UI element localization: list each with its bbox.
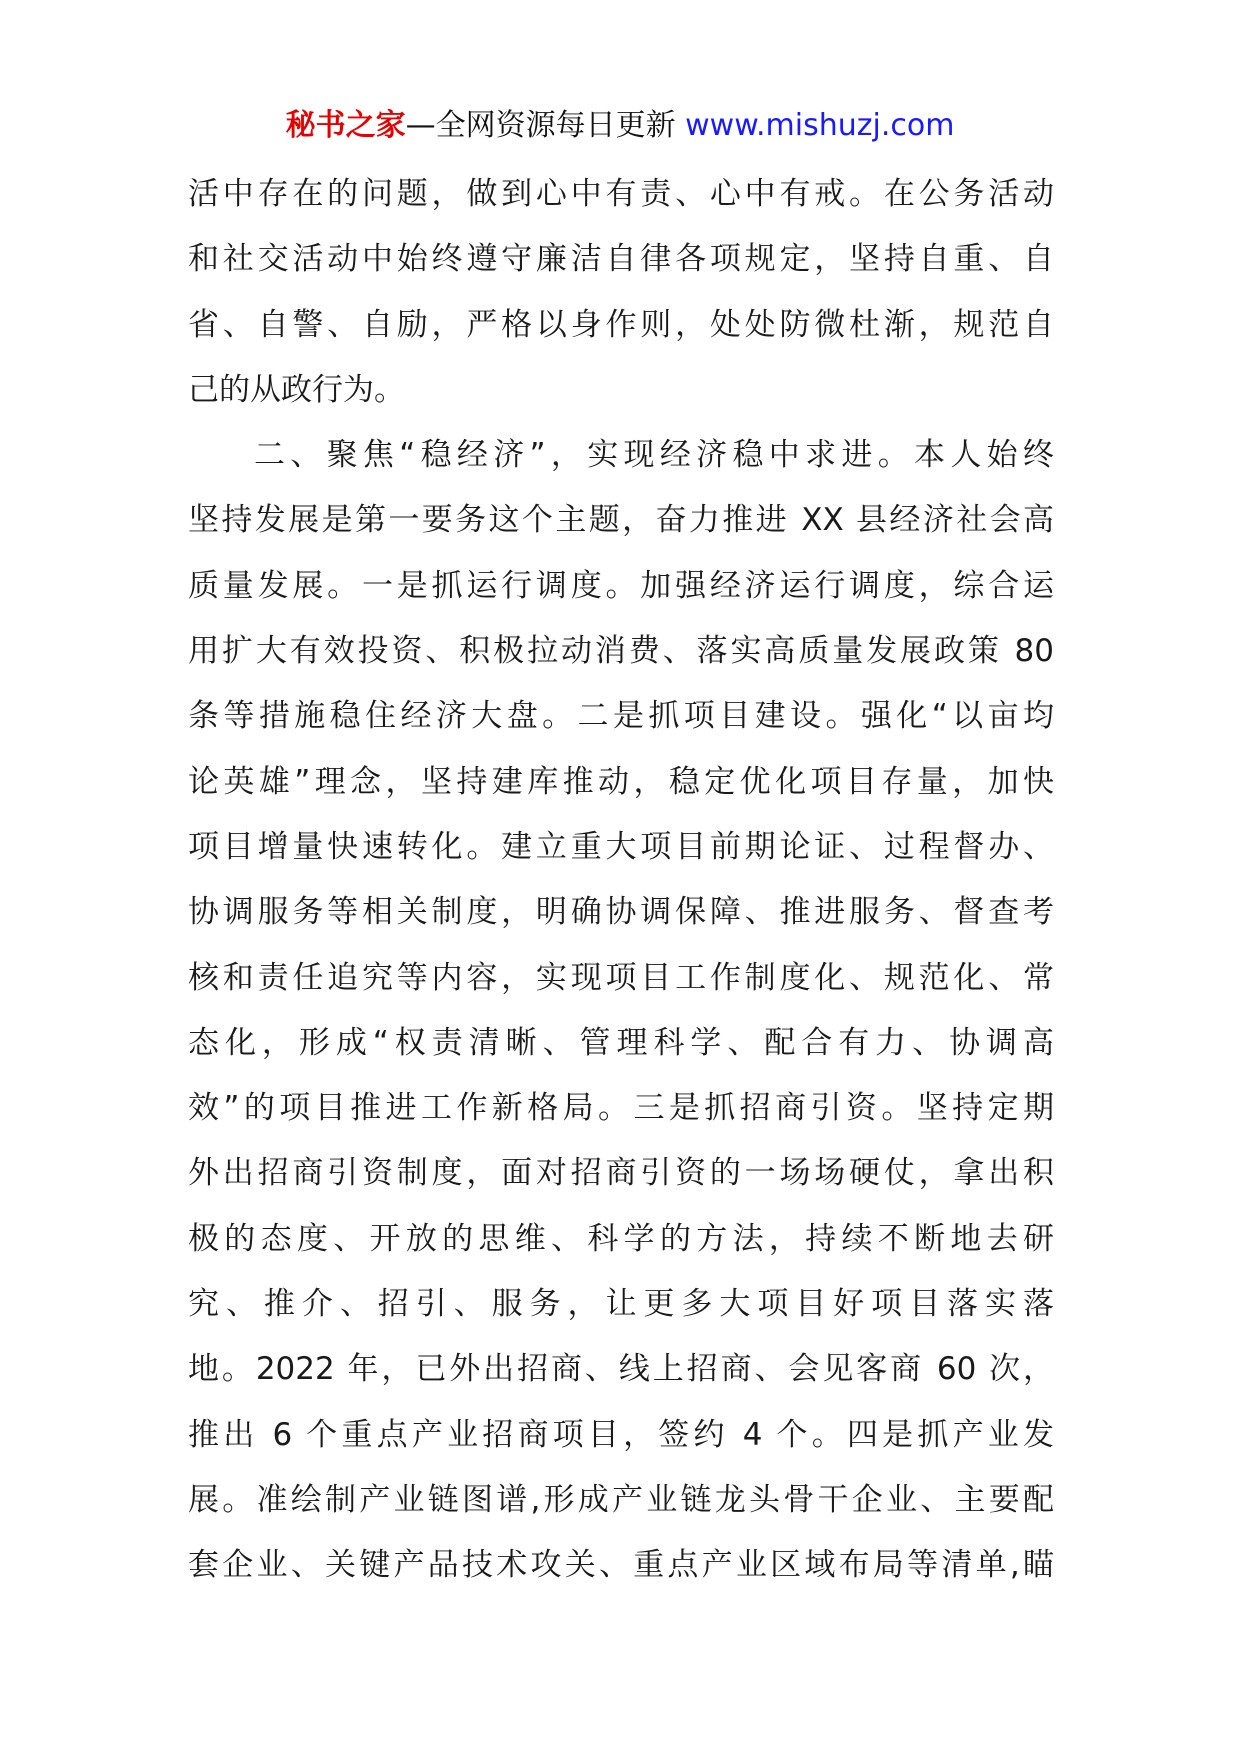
section-heading-line: 二、聚焦“稳经济”，实现经济稳中求进。本人始终	[254, 437, 1054, 474]
text-line: 态化，形成“权责清晰、管理科学、配合有力、协调高	[188, 1024, 1054, 1061]
text-line: 外出招商引资制度，面对招商引资的一场场硬仗，拿出积	[188, 1155, 1054, 1192]
text-line: 究、推介、招引、服务，让更多大项目好项目落实落	[188, 1286, 1054, 1323]
site-url[interactable]: www.mishuzj.com	[685, 108, 955, 143]
site-header	[0, 104, 1240, 148]
text-line: 条等措施稳住经济大盘。二是抓项目建设。强化“以亩均	[188, 698, 1054, 735]
document-body	[188, 162, 1054, 1599]
text-line: 项目增量快速转化。建立重大项目前期论证、过程督办、	[188, 828, 1054, 865]
text-line: 极的态度、开放的思维、科学的方法，持续不断地去研	[188, 1220, 1054, 1257]
text-line: 展。准绘制产业链图谱,形成产业链龙头骨干企业、主要配	[188, 1481, 1054, 1518]
text-line: 质量发展。一是抓运行调度。加强经济运行调度，综合运	[188, 567, 1054, 604]
brand-name: 秘书之家	[285, 108, 406, 143]
text-line: 和社交活动中始终遵守廉洁自律各项规定，坚持自重、自	[188, 241, 1054, 278]
text-line: 论英雄”理念，坚持建库推动，稳定优化项目存量，加快	[188, 763, 1054, 800]
text-line: 地。2022 年，已外出招商、线上招商、会见客商 60 次，	[188, 1351, 1054, 1388]
text-line: 效”的项目推进工作新格局。三是抓招商引资。坚持定期	[188, 1090, 1054, 1127]
text-line: 协调服务等相关制度，明确协调保障、推进服务、督查考	[188, 894, 1054, 931]
text-line: 坚持发展是第一要务这个主题，奋力推进 XX 县经济社会高	[188, 502, 1054, 539]
text-line: 核和责任追究等内容，实现项目工作制度化、规范化、常	[188, 959, 1054, 996]
text-line: 活中存在的问题，做到心中有责、心中有戒。在公务活动	[188, 176, 1054, 212]
site-slogan: —全网资源每日更新	[405, 108, 676, 143]
text-line: 套企业、关键产品技术攻关、重点产业区域布局等清单,瞄	[188, 1547, 1054, 1584]
text-line: 省、自警、自励，严格以身作则，处处防微杜渐，规范自	[188, 306, 1054, 343]
text-line: 用扩大有效投资、积极拉动消费、落实高质量发展政策 80	[188, 633, 1054, 670]
text-line: 己的从政行为。	[188, 371, 405, 408]
text-line: 推出 6 个重点产业招商项目，签约 4 个。四是抓产业发	[188, 1416, 1054, 1453]
